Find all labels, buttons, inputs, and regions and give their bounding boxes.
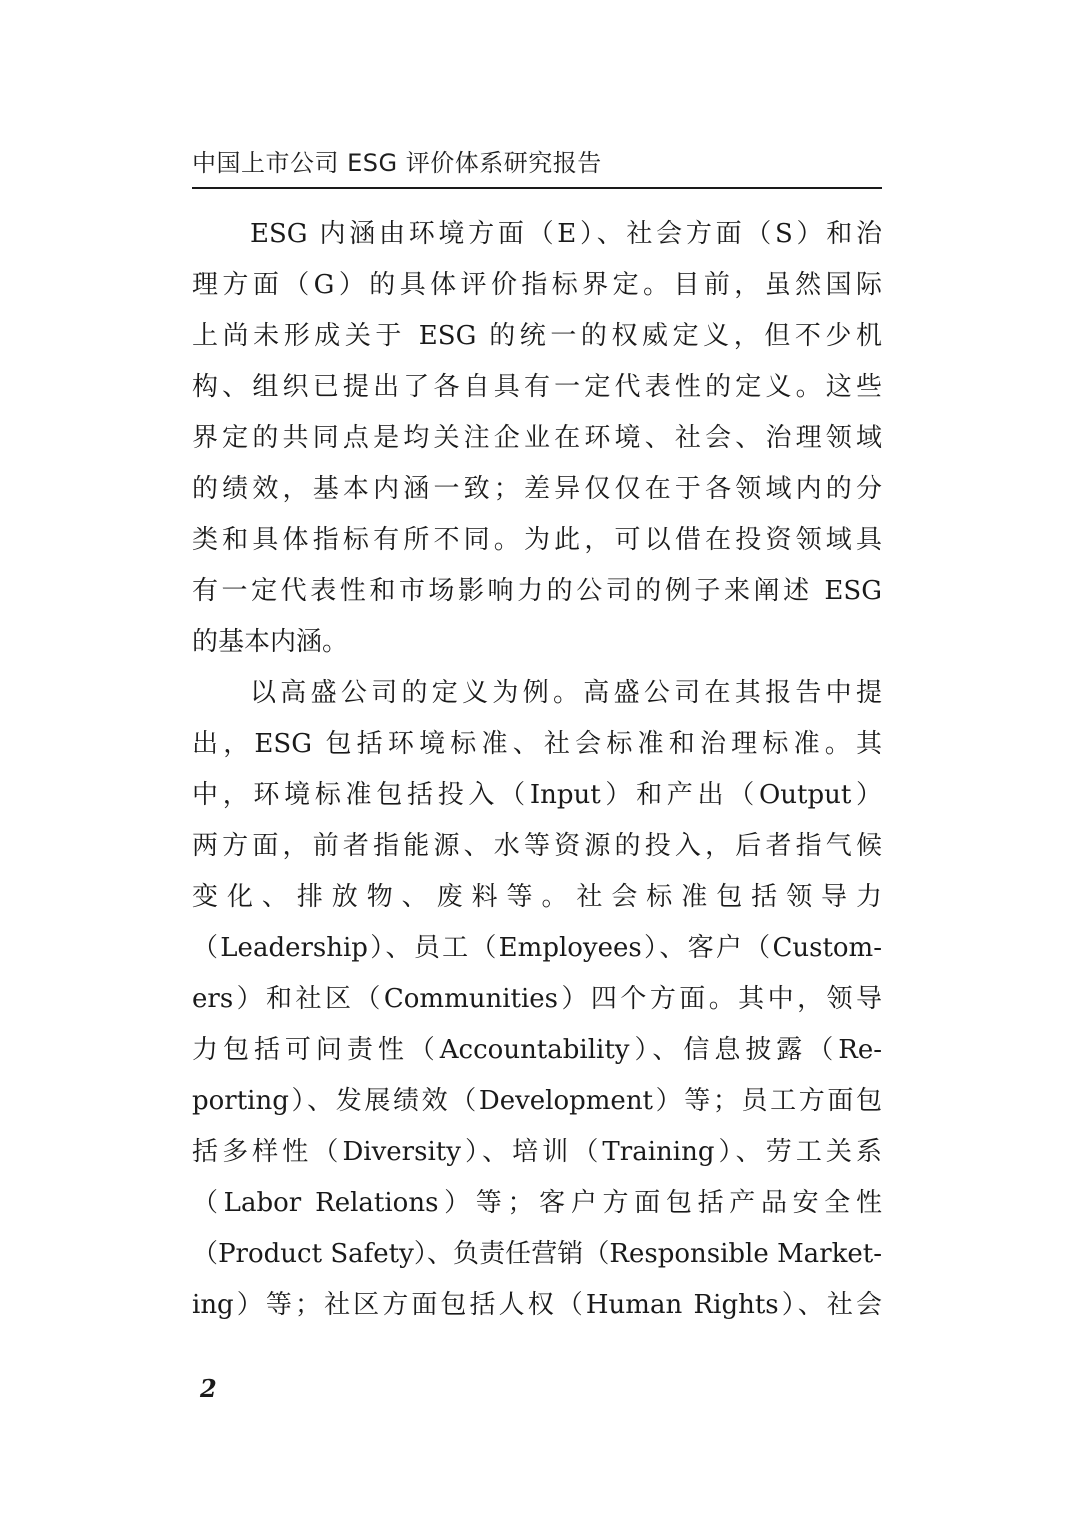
text-line: 的基本内涵。 (192, 627, 349, 657)
text-line: 理方面（G）的具体评价指标界定。目前，虽然国际 (192, 270, 882, 300)
text-line: 构、组织已提出了各自具有一定代表性的定义。这些 (192, 372, 882, 402)
text-line: 力包括可问责性（Accountability）、信息披露（Re- (192, 1035, 882, 1065)
text-line: （Product Safety）、负责任营销（Responsible Market- (192, 1239, 882, 1269)
text-line: 类和具体指标有所不同。为此，可以借在投资领域具 (192, 525, 882, 555)
text-line: 的绩效，基本内涵一致；差异仅仅在于各领域内的分 (192, 474, 882, 504)
text-line: 上尚未形成关于 ESG 的统一的权威定义，但不少机 (192, 321, 882, 351)
text-line: （Labor Relations）等；客户方面包括产品安全性 (192, 1188, 882, 1218)
text-line: 有一定代表性和市场影响力的公司的例子来阐述 ESG (192, 576, 882, 606)
text-line: porting）、发展绩效（Development）等；员工方面包 (192, 1086, 882, 1116)
text-line: 两方面，前者指能源、水等资源的投入，后者指气候 (192, 831, 882, 861)
paragraph-goldman-sachs-example (192, 668, 882, 1331)
text-line: 以高盛公司的定义为例。高盛公司在其报告中提 (250, 678, 882, 708)
text-line: （Leadership）、员工（Employees）、客户（Custom- (192, 933, 882, 963)
text-line: ing）等；社区方面包括人权（Human Rights）、社会 (192, 1290, 882, 1320)
text-line: 出，ESG 包括环境标准、社会标准和治理标准。其 (192, 729, 882, 759)
running-header: 中国上市公司 ESG 评价体系研究报告 (192, 149, 602, 177)
paragraph-esg-definition (192, 209, 882, 668)
body-text (192, 209, 882, 1331)
text-line: 括多样性（Diversity）、培训（Training）、劳工关系 (192, 1137, 882, 1167)
text-line: 变化、排放物、废料等。社会标准包括领导力 (192, 882, 882, 912)
text-line: 界定的共同点是均关注企业在环境、社会、治理领域 (192, 423, 882, 453)
header-rule (192, 187, 882, 189)
page-number: 2 (200, 1374, 217, 1403)
text-line: 中，环境标准包括投入（Input）和产出（Output） (192, 780, 882, 810)
text-line: ESG 内涵由环境方面（E）、社会方面（S）和治 (250, 219, 882, 249)
text-line: ers）和社区（Communities）四个方面。其中，领导 (192, 984, 882, 1014)
